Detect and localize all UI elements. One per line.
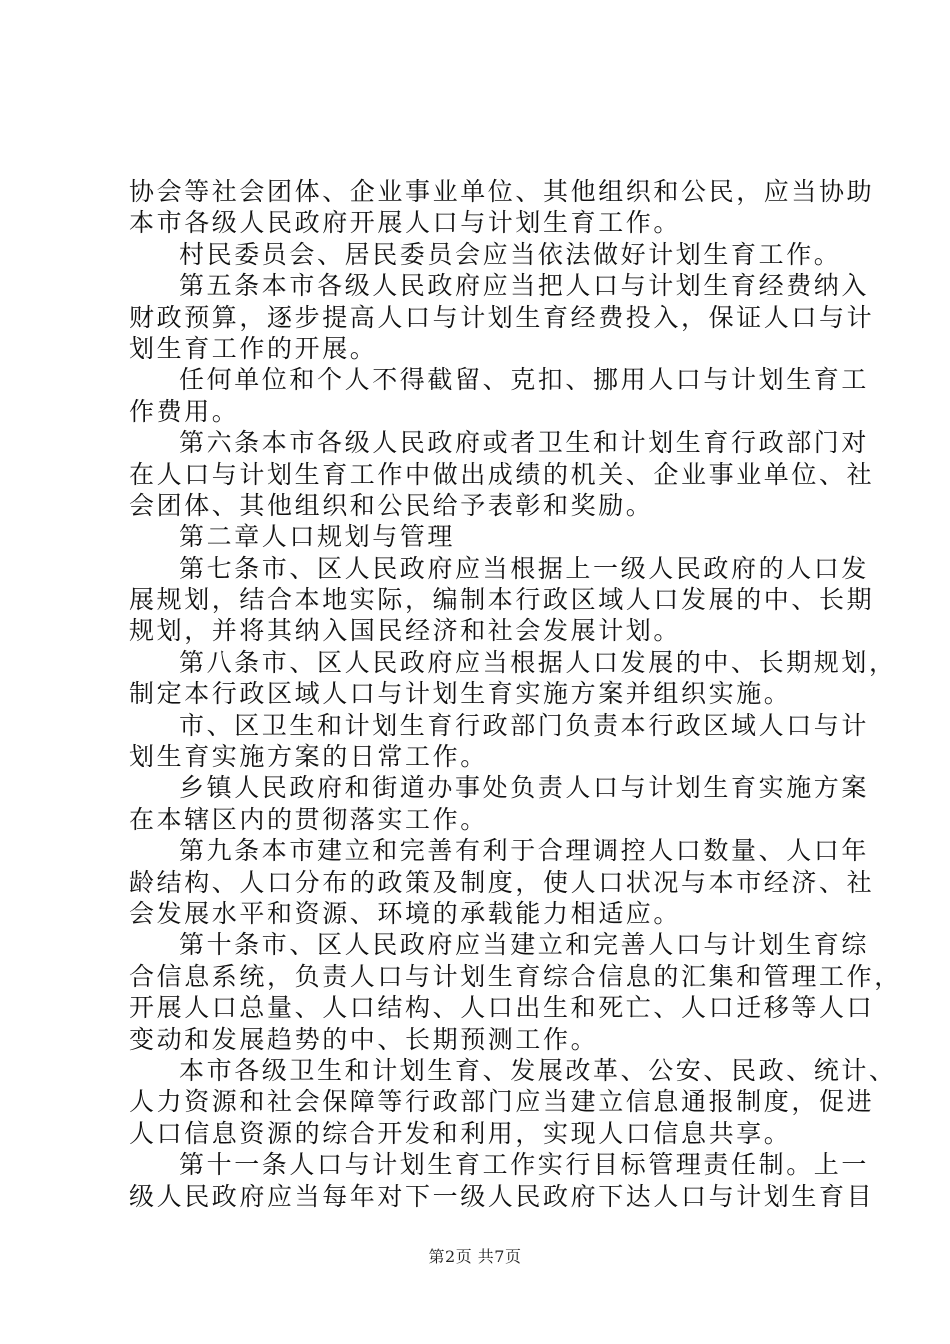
- text-line: 乡镇人民政府和街道办事处负责人口与计划生育实施方案: [179, 773, 870, 803]
- text-line: 第九条本市建立和完善有利于合理调控人口数量、人口年: [179, 836, 870, 866]
- text-line: 级人民政府应当每年对下一级人民政府下达人口与计划生育目: [129, 1181, 875, 1211]
- text-line: 规划，并将其纳入国民经济和社会发展计划。: [129, 616, 682, 646]
- text-line: 本市各级人民政府开展人口与计划生育工作。: [129, 208, 682, 238]
- text-line: 展规划，结合本地实际，编制本行政区域人口发展的中、长期: [129, 585, 875, 615]
- text-line: 人力资源和社会保障等行政部门应当建立信息通报制度，促进: [129, 1087, 875, 1117]
- text-line: 第五条本市各级人民政府应当把人口与计划生育经费纳入: [179, 271, 870, 301]
- text-line: 合信息系统，负责人口与计划生育综合信息的汇集和管理工作，: [129, 961, 902, 991]
- text-line: 第八条市、区人民政府应当根据人口发展的中、长期规划，: [179, 647, 897, 677]
- page-number-footer: 第2页 共7页: [428, 1247, 522, 1266]
- text-line: 本市各级卫生和计划生育、发展改革、公安、民政、统计、: [179, 1055, 897, 1085]
- text-line: 第十一条人口与计划生育工作实行目标管理责任制。上一: [179, 1150, 870, 1180]
- text-line: 任何单位和个人不得截留、克扣、挪用人口与计划生育工: [179, 365, 870, 395]
- text-line: 会团体、其他组织和公民给予表彰和奖励。: [129, 490, 654, 520]
- text-line: 协会等社会团体、企业事业单位、其他组织和公民，应当协助: [129, 177, 875, 206]
- text-line: 作费用。: [129, 396, 240, 426]
- text-line: 在人口与计划生育工作中做出成绩的机关、企业事业单位、社: [129, 459, 875, 489]
- text-line: 变动和发展趋势的中、长期预测工作。: [129, 1024, 599, 1054]
- text-line: 第十条市、区人民政府应当建立和完善人口与计划生育综: [179, 930, 870, 960]
- document-body: [129, 176, 902, 1212]
- text-line: 第七条市、区人民政府应当根据上一级人民政府的人口发: [179, 553, 870, 583]
- text-line: 财政预算，逐步提高人口与计划生育经费投入，保证人口与计: [129, 302, 875, 332]
- text-line: 划生育工作的开展。: [129, 333, 378, 363]
- text-line: 会发展水平和资源、环境的承载能力相适应。: [129, 898, 682, 928]
- text-line: 市、区卫生和计划生育行政部门负责本行政区域人口与计: [179, 710, 870, 740]
- text-line: 开展人口总量、人口结构、人口出生和死亡、人口迁移等人口: [129, 993, 875, 1023]
- text-line: 人口信息资源的综合开发和利用，实现人口信息共享。: [129, 1118, 792, 1148]
- text-line: 第六条本市各级人民政府或者卫生和计划生育行政部门对: [179, 428, 870, 458]
- text-line: 在本辖区内的贯彻落实工作。: [129, 804, 488, 834]
- text-line: 龄结构、人口分布的政策及制度，使人口状况与本市经济、社: [129, 867, 875, 897]
- text-line: 划生育实施方案的日常工作。: [129, 742, 488, 772]
- text-line: 村民委员会、居民委员会应当依法做好计划生育工作。: [179, 239, 842, 269]
- chapter-heading: 第二章人口规划与管理: [179, 522, 456, 552]
- text-line: 制定本行政区域人口与计划生育实施方案并组织实施。: [129, 679, 792, 709]
